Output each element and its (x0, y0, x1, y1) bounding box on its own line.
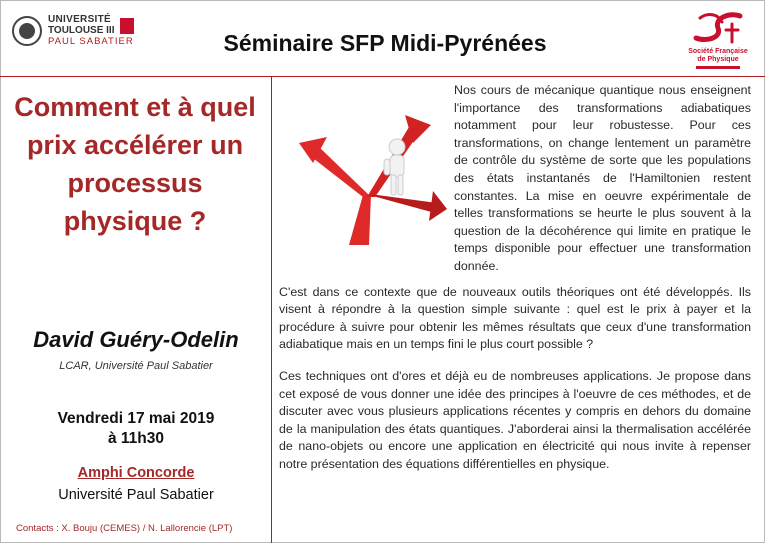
event-university: Université Paul Sabatier (58, 487, 214, 503)
sfp-logo-text (682, 48, 754, 64)
university-logo (12, 14, 142, 52)
university-logo-line1: UNIVERSITÉ (48, 14, 112, 25)
university-mark-icon (120, 18, 134, 34)
sfp-logo (682, 8, 754, 70)
abstract (279, 82, 751, 473)
abstract-paragraph-3: Ces techniques ont d'ores et déjà eu de nombreuses applications. Je propose dans cet exposé de vous donner une idée des principes à l'oeuvre de ces méthodes, et de discuter avec vous plusieurs applications récentes y compris en dehors du domaine de la manipulation des états quantiques. J'aborderai ainsi la thermalisation accélérée de nano-objets ou encore une application en électricité qui nous invite à repenser notre présentation des équations différentielles en physique. (279, 368, 751, 471)
event-venue-link[interactable]: Amphi Concorde (77, 465, 195, 481)
sfp-logo-icon (692, 8, 744, 46)
abstract-paragraph-1-text: Nos cours de mécanique quantique nous enseignent l'importance des transformations adiabatiques notamment pour leur robustesse. Pour ces transformations, on change lentement un paramètre de contrôle du système de sorte que les populations des états instantanés de l'Hamiltonien restent constantes. La mise en oeuvre expérimentale de telles transformations se heurte le plus souvent à la question de la décohérence qui limite en pratique le temps disponible pour effectuer une transformation donnée. (454, 83, 751, 273)
abstract-paragraph-1 (279, 82, 751, 276)
event-date (10, 409, 262, 449)
university-logo-line2: TOULOUSE III (48, 25, 115, 36)
header-divider (0, 76, 765, 77)
speaker-affiliation: LCAR, Université Paul Sabatier (59, 360, 213, 372)
talk-title: Comment et à quel prix accélérer un processus physique ? (14, 92, 256, 236)
sfp-logo-line1: Société Française (688, 48, 748, 55)
contacts-line: Contacts : X. Bouju (CEMES) / N. Lallorencie (LPT) (16, 523, 233, 534)
event-date-time: à 11h30 (107, 430, 165, 447)
sfp-logo-line2: de Physique (697, 56, 739, 63)
header (0, 0, 765, 76)
sfp-logo-band (696, 66, 740, 69)
university-logo-line3: PAUL SABATIER (48, 36, 134, 47)
speaker-name: David Guéry-Odelin (33, 327, 239, 352)
column-divider (271, 77, 272, 543)
page-title: Séminaire SFP Midi-Pyrénées (223, 30, 547, 56)
university-seal-icon (12, 16, 42, 46)
event-date-day: Vendredi 17 mai 2019 (57, 410, 215, 427)
illustration-space (279, 82, 454, 272)
abstract-paragraph-2: C'est dans ce contexte que de nouveaux outils théoriques ont été développés. Ils visent à répondre à la question simple suivante : quel est le prix à payer et la procédure à suivre pour obtenir les mêmes résultats que ceux d'une transformation adiabatique mais en un temps fini le plus court possible ? (279, 284, 751, 352)
